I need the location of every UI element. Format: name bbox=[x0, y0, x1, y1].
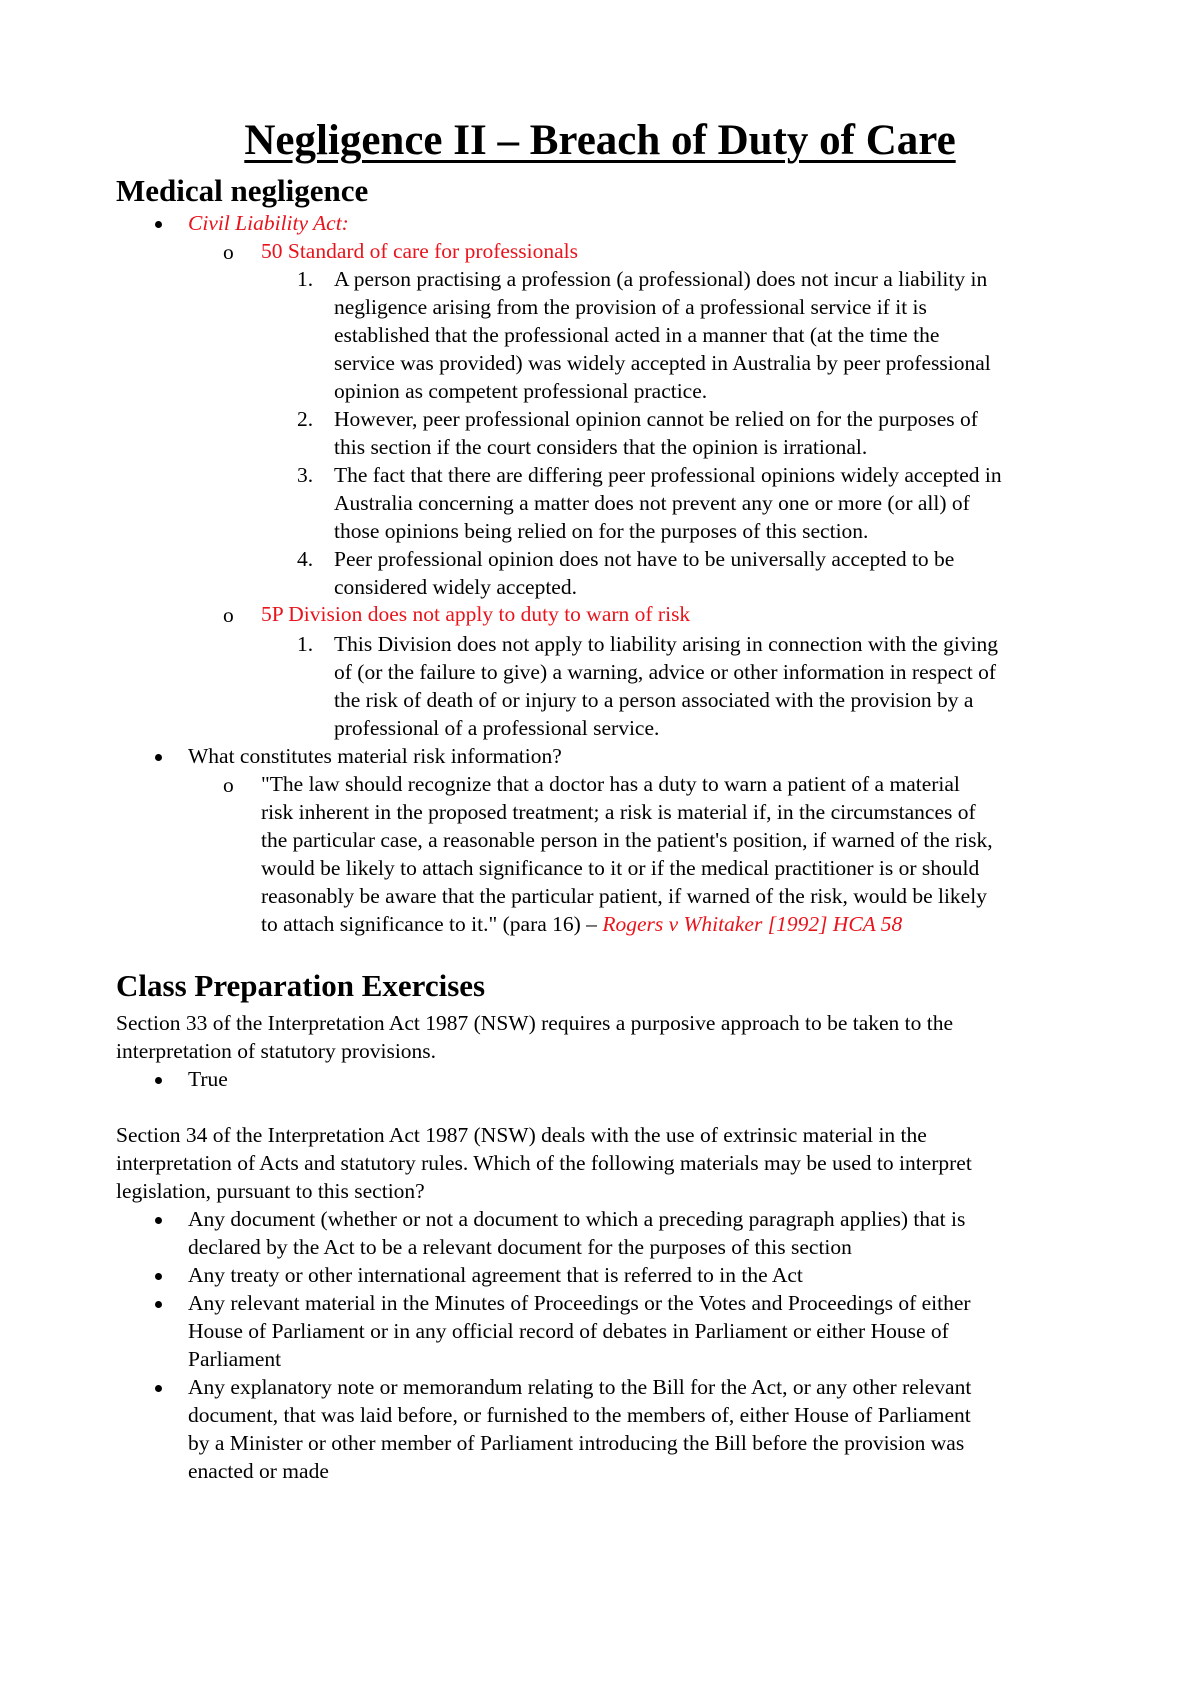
q2-answer-line: document, that was laid before, or furnished to the members of, either House of Parliament bbox=[188, 1403, 971, 1427]
s50-item1-line: A person practising a profession (a professional) does not incur a liability in bbox=[334, 267, 988, 291]
bullet-icon bbox=[155, 221, 162, 228]
q1-line: Section 33 of the Interpretation Act 1987 (NSW) requires a purposive approach to be taken to the bbox=[116, 1011, 954, 1035]
q1-answer: True bbox=[188, 1067, 228, 1091]
sub-bullet-marker: o bbox=[223, 603, 234, 627]
bullet-icon bbox=[155, 754, 162, 761]
bullet-icon bbox=[155, 1077, 162, 1084]
q2-line: interpretation of Acts and statutory rules. Which of the following materials may be used to interpret bbox=[116, 1151, 972, 1175]
q2-answer-line: declared by the Act to be a relevant document for the purposes of this section bbox=[188, 1235, 852, 1259]
s5p-heading: 5P Division does not apply to duty to warn of risk bbox=[261, 602, 691, 626]
bullet-icon bbox=[155, 1385, 162, 1392]
q2-line: Section 34 of the Interpretation Act 1987 (NSW) deals with the use of extrinsic material in the bbox=[116, 1123, 927, 1147]
q2-answer-line: enacted or made bbox=[188, 1459, 329, 1483]
s50-item4-line: Peer professional opinion does not have to be universally accepted to be bbox=[334, 547, 955, 571]
s5p-item1-line: This Division does not apply to liability arising in connection with the giving bbox=[334, 632, 999, 656]
s5p-item1-line: the risk of death of or injury to a person associated with the provision by a bbox=[334, 688, 974, 712]
case-citation: Rogers v Whitaker [1992] HCA 58 bbox=[602, 912, 903, 936]
s50-item3-line: The fact that there are differing peer professional opinions widely accepted in bbox=[334, 463, 1002, 487]
q2-line: legislation, pursuant to this section? bbox=[116, 1179, 425, 1203]
heading-medical-negligence: Medical negligence bbox=[116, 173, 369, 208]
quote-line: the particular case, a reasonable person in the patient's position, if warned of the risk, bbox=[261, 828, 993, 852]
q2-answer-line: House of Parliament or in any official record of debates in Parliament or either House of bbox=[188, 1319, 949, 1343]
q2-answer-line: Any treaty or other international agreement that is referred to in the Act bbox=[188, 1263, 803, 1287]
quote-line: reasonably be aware that the particular patient, if warned of the risk, would be likely bbox=[261, 884, 987, 908]
s5p-item1-line: of (or the failure to give) a warning, advice or other information in respect of bbox=[334, 660, 997, 684]
s50-item4-line: considered widely accepted. bbox=[334, 575, 577, 599]
heading-class-preparation: Class Preparation Exercises bbox=[116, 968, 486, 1003]
s50-item1-line: established that the professional acted in a manner that (at the time the bbox=[334, 323, 940, 347]
quote-last-line bbox=[261, 910, 902, 938]
item-number: 4. bbox=[297, 547, 314, 571]
s50-item3-line: those opinions being relied on for the purposes of this section. bbox=[334, 519, 869, 543]
s50-item3-line: Australia concerning a matter does not prevent any one or more (or all) of bbox=[334, 491, 970, 515]
page-title: Negligence II – Breach of Duty of Care bbox=[244, 117, 956, 164]
item-number: 1. bbox=[297, 632, 314, 656]
item-number: 3. bbox=[297, 463, 314, 487]
item-number: 1. bbox=[297, 267, 314, 291]
civil-liability-act-label: Civil Liability Act: bbox=[188, 211, 349, 235]
s50-item2-line: this section if the court considers that the opinion is irrational. bbox=[334, 435, 868, 459]
quote-line: risk inherent in the proposed treatment; a risk is material if, in the circumstances of bbox=[261, 800, 976, 824]
quote-line: would be likely to attach significance to it or if the medical practitioner is or should bbox=[261, 856, 980, 880]
s50-item1-line: opinion as competent professional practice. bbox=[334, 379, 708, 403]
item-number: 2. bbox=[297, 407, 314, 431]
q2-answer-line: Any explanatory note or memorandum relating to the Bill for the Act, or any other relevant bbox=[188, 1375, 972, 1399]
q2-answer-line: Any document (whether or not a document to which a preceding paragraph applies) that is bbox=[188, 1207, 966, 1231]
s50-heading: 50 Standard of care for professionals bbox=[261, 239, 579, 263]
s50-item1-line: service was provided) was widely accepted in Australia by peer professional bbox=[334, 351, 991, 375]
sub-bullet-marker: o bbox=[223, 240, 234, 264]
s50-item1-line: negligence arising from the provision of a professional service if it is bbox=[334, 295, 927, 319]
material-risk-question: What constitutes material risk information? bbox=[188, 744, 562, 768]
s50-item2-line: However, peer professional opinion cannot be relied on for the purposes of bbox=[334, 407, 978, 431]
bullet-icon bbox=[155, 1301, 162, 1308]
q2-answer-line: Parliament bbox=[188, 1347, 282, 1371]
q2-answer-line: by a Minister or other member of Parliament introducing the Bill before the provision was bbox=[188, 1431, 965, 1455]
bullet-icon bbox=[155, 1273, 162, 1280]
quote-tail: to attach significance to it." (para 16) – bbox=[261, 912, 603, 936]
q1-line: interpretation of statutory provisions. bbox=[116, 1039, 437, 1063]
sub-bullet-marker: o bbox=[223, 773, 234, 797]
quote-line: "The law should recognize that a doctor has a duty to warn a patient of a material bbox=[261, 772, 960, 796]
s5p-item1-line: professional of a professional service. bbox=[334, 716, 660, 740]
q2-answer-line: Any relevant material in the Minutes of Proceedings or the Votes and Proceedings of either bbox=[188, 1291, 971, 1315]
bullet-icon bbox=[155, 1217, 162, 1224]
